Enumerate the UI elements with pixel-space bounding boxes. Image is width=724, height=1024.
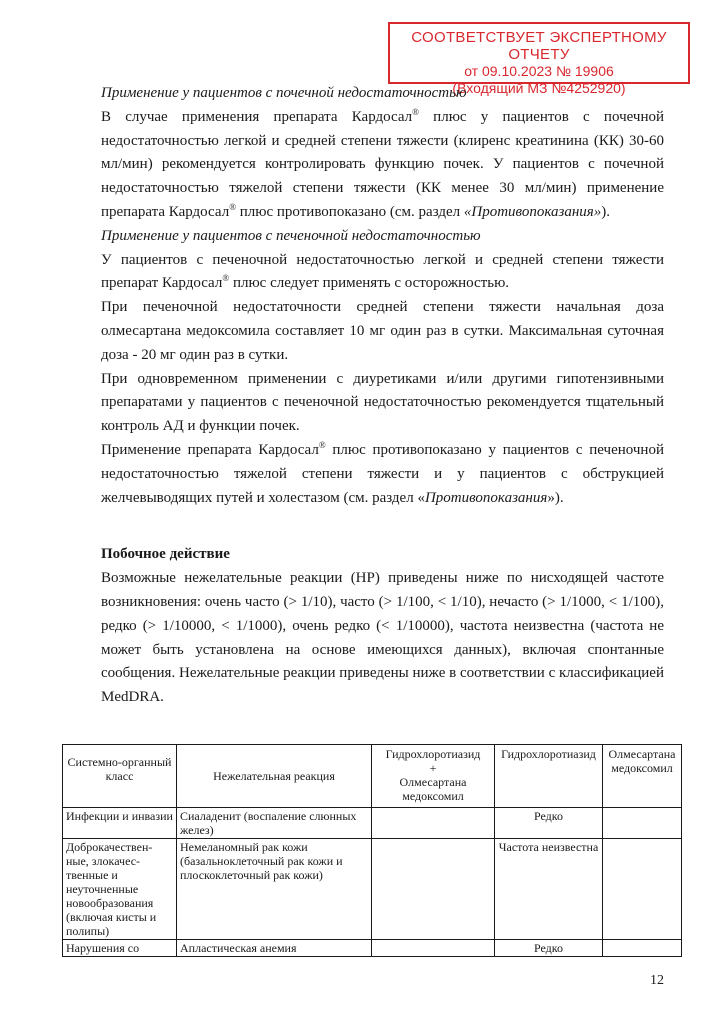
hepatic-paragraph-3: При одновременном применении с диуретиками и/или другими гипотензивными препаратами у пациентов с печеночной недостаточностью рекомендуется тщательный контроль АД и функции почек. [101, 370, 664, 435]
cell-hctz: Редко [495, 808, 603, 839]
cell-reaction: Немеланомный рак кожи (базальноклеточный рак кожи и плоскоклеточный рак кожи) [177, 839, 372, 940]
registered-mark: ® [318, 439, 326, 450]
adverse-reactions-table [62, 744, 682, 957]
header-hydrochlorothiazide: Гидрохлоротиазид [495, 745, 603, 808]
cell-reaction: Апластическая анемия [177, 940, 372, 957]
cell-combo [372, 808, 495, 839]
renal-heading: Применение у пациентов с почечной недостаточностью [101, 85, 467, 101]
cell-reaction: Сиаладенит (воспаление слюнных желез) [177, 808, 372, 839]
renal-paragraph: В случае применения препарата Кардосал® плюс у пациентов с почечной недостаточностью легкой и средней степени тяжести (клиренс креатинина (КК) 30-60 мл/мин) рекомендуется контролировать функцию почек. У пациентов с почечной недостаточностью тяжелой степени тяжести (КК менее 30 мл/мин) применение препарата Кардосал® плюс противопоказано (см. раздел «Противопоказания»). [101, 106, 664, 220]
page-number: 12 [650, 973, 664, 988]
registered-mark: ® [222, 273, 230, 284]
hepatic-heading: Применение у пациентов с печеночной недостаточностью [101, 227, 481, 244]
header-organ-class: Системно-органный класс [63, 745, 177, 808]
expert-report-stamp [388, 22, 690, 96]
table-header-row [63, 745, 682, 808]
cell-olm [603, 839, 682, 940]
hepatic-paragraph-1: У пациентов с печеночной недостаточностью легкой и средней степени тяжести препарат Кардосал® плюс следует применять с осторожностью. [101, 251, 664, 292]
hepatic-paragraph-4: Применение препарата Кардосал® плюс противопоказано у пациентов с печеночной недостаточностью тяжелой степени тяжести и у пациентов с обструкцией желчевыводящих путей и холестазом (см. раздел «Противопоказания»). [101, 439, 664, 506]
cell-hctz: Частота неизвестна [495, 839, 603, 940]
stamp-line-3: (Входящий МЗ №4252920) [452, 80, 626, 96]
contraindications-ref: Противопоказания [424, 489, 548, 506]
cell-olm [603, 808, 682, 839]
contraindications-ref: «Противопоказания» [463, 203, 602, 220]
cell-organ: Доброкачествен-ные, злокачес-твенные и неуточненные новообразования (включая кисты и полипы) [63, 839, 177, 940]
registered-mark: ® [412, 106, 419, 117]
table-row [63, 808, 682, 839]
cell-olm [603, 940, 682, 957]
cell-combo [372, 940, 495, 957]
side-effects-intro: Возможные нежелательные реакции (НР) приведены ниже по нисходящей частоте возникновения: очень часто (> 1/10), часто (> 1/100, < 1/10), нечасто (> 1/1000, < 1/100), редко (> 1/10000, < 1/1000), очень редко (< 1/10000), частота неизвестна (частота не может быть установлена на основе имеющихся данных), включая спонтанные сообщения. Нежелательные реакции приведены ниже в соответствии с классификацией MedDRA. [101, 570, 664, 706]
cell-hctz: Редко [495, 940, 603, 957]
table-row [63, 940, 682, 957]
cell-combo [372, 839, 495, 940]
stamp-line-1: СООТВЕТСТВУЕТ ЭКСПЕРТНОМУ ОТЧЕТУ [411, 29, 667, 63]
document-body [101, 82, 664, 710]
table-row [63, 839, 682, 940]
hepatic-paragraph-2: При печеночной недостаточности средней степени тяжести начальная доза олмесартана медоксомила составляет 10 мг один раз в сутки. Максимальная суточная доза - 20 мг один раз в сутки. [101, 299, 664, 363]
header-olmesartan: Олмесартана медоксомил [603, 745, 682, 808]
cell-organ: Инфекции и инвазии [63, 808, 177, 839]
side-effects-heading: Побочное действие [101, 546, 230, 563]
cell-organ: Нарушения со [63, 940, 177, 957]
header-combination: Гидрохлоротиазид + Олмесартана медоксомил [372, 745, 495, 808]
stamp-line-2: от 09.10.2023 № 19906 [464, 63, 614, 79]
registered-mark: ® [229, 201, 237, 212]
header-reaction: Нежелательная реакция [177, 745, 372, 808]
